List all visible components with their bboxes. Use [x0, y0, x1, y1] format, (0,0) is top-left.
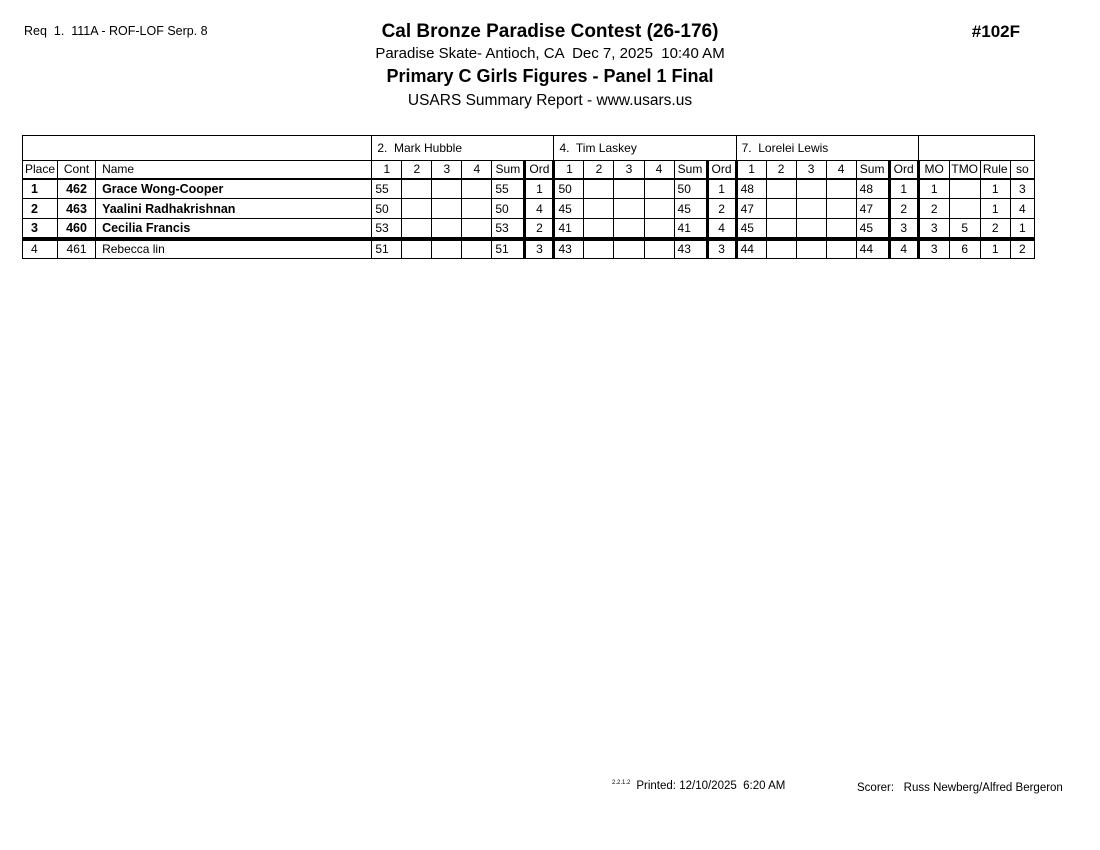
printed-label: Printed:	[636, 780, 676, 792]
j1-score1-cell: 50	[372, 199, 402, 219]
j1-score4-cell	[462, 179, 492, 199]
j1-sum-cell: 55	[492, 179, 525, 199]
header-rule-cell: Rule	[980, 161, 1010, 179]
j3-score2-cell	[766, 239, 796, 259]
so-cell: 2	[1010, 239, 1034, 259]
j2-score1-cell: 45	[554, 199, 584, 219]
j1-score1-cell: 55	[372, 179, 402, 199]
j3-ordinal-cell: 2	[889, 199, 918, 219]
place-cell: 2	[23, 199, 58, 219]
header-place-cell: Place	[23, 161, 58, 179]
so-cell: 3	[1010, 179, 1034, 199]
j2-ordinal-cell: 1	[707, 179, 736, 199]
rule-cell: 1	[980, 179, 1010, 199]
skater-name-cell: Cecilia Francis	[96, 219, 372, 239]
rule-cell: 2	[980, 219, 1010, 239]
mo-cell: 3	[918, 219, 949, 239]
mo-cell: 1	[918, 179, 949, 199]
j3-sum-cell: 48	[856, 179, 889, 199]
j2-ordinal-cell: 2	[707, 199, 736, 219]
j1-score4-cell	[462, 199, 492, 219]
j1-sum-cell: 50	[492, 199, 525, 219]
j2-score4-cell	[644, 179, 674, 199]
contestant-number-cell: 463	[58, 199, 96, 219]
contest-title: Cal Bronze Paradise Contest (26-176)	[381, 21, 719, 42]
skater-name-cell: Yaalini Radhakrishnan	[96, 199, 372, 219]
tmo-cell	[949, 179, 980, 199]
j2-score2-cell	[584, 179, 614, 199]
j1-sum-cell: 51	[492, 239, 525, 259]
j3-score3-cell	[796, 199, 826, 219]
blank-spacer	[918, 136, 1034, 161]
j1-ordinal-cell: 4	[525, 199, 554, 219]
contestant-number-cell: 462	[58, 179, 96, 199]
j3-score3-cell	[796, 179, 826, 199]
tmo-cell: 6	[949, 239, 980, 259]
printed-value: 12/10/2025 6:20 AM	[679, 780, 786, 792]
j2-sum-cell: 43	[674, 239, 707, 259]
mo-cell: 2	[918, 199, 949, 219]
j1-score3-cell	[432, 199, 462, 219]
j3-sum-cell: 45	[856, 219, 889, 239]
j3-score4-cell	[826, 239, 856, 259]
j2-sum-cell: 45	[674, 199, 707, 219]
mo-cell: 3	[918, 239, 949, 259]
table-row	[23, 239, 1035, 259]
skater-name-cell: Grace Wong-Cooper	[96, 179, 372, 199]
j2-score2-cell	[584, 219, 614, 239]
header-j3-sum-cell: Sum	[856, 161, 889, 179]
j1-ordinal-cell: 1	[525, 179, 554, 199]
j2-score1-cell: 43	[554, 239, 584, 259]
requirement-label: Req 1. 111A - ROF-LOF Serp. 8	[24, 24, 208, 38]
j2-score2-cell	[584, 239, 614, 259]
header-j2-ordinal-cell: Ord	[707, 161, 736, 179]
j2-score4-cell	[644, 239, 674, 259]
header-j1-score2-cell: 2	[402, 161, 432, 179]
j3-ordinal-cell: 1	[889, 179, 918, 199]
header-j3-score3-cell: 3	[796, 161, 826, 179]
j2-sum-cell: 41	[674, 219, 707, 239]
table-row	[23, 179, 1035, 199]
skater-name-cell: Rebecca lin	[96, 239, 372, 259]
rule-cell: 1	[980, 239, 1010, 259]
header-j2-score2-cell: 2	[584, 161, 614, 179]
tmo-cell: 5	[949, 219, 980, 239]
j3-score1-cell: 44	[736, 239, 766, 259]
j3-ordinal-cell: 3	[889, 219, 918, 239]
header-j1-sum-cell: Sum	[492, 161, 525, 179]
j1-score2-cell	[402, 199, 432, 219]
tmo-cell	[949, 199, 980, 219]
j3-score4-cell	[826, 219, 856, 239]
scorer-label: Scorer:	[857, 782, 895, 794]
so-cell: 4	[1010, 199, 1034, 219]
j3-score2-cell	[766, 219, 796, 239]
j2-score1-cell: 41	[554, 219, 584, 239]
j2-score1-cell: 50	[554, 179, 584, 199]
header-mo-cell: MO	[918, 161, 949, 179]
j2-sum-cell: 50	[674, 179, 707, 199]
header-j1-score4-cell: 4	[462, 161, 492, 179]
j3-score1-cell: 47	[736, 199, 766, 219]
printed-line	[612, 780, 785, 792]
event-number: #102F	[971, 22, 1020, 41]
j1-score2-cell	[402, 179, 432, 199]
j1-score1-cell: 51	[372, 239, 402, 259]
results-table	[22, 135, 1035, 259]
header-j2-sum-cell: Sum	[674, 161, 707, 179]
scorer-line	[857, 782, 1063, 794]
header-j1-ordinal-cell: Ord	[525, 161, 554, 179]
j3-sum-cell: 44	[856, 239, 889, 259]
j1-score4-cell	[462, 219, 492, 239]
header-j3-score2-cell: 2	[766, 161, 796, 179]
rule-cell: 1	[980, 199, 1010, 219]
contestant-number-cell: 460	[58, 219, 96, 239]
j3-score4-cell	[826, 199, 856, 219]
header-contestant-number-cell: Cont	[58, 161, 96, 179]
blank-spacer	[23, 136, 372, 161]
report-header	[0, 20, 1100, 113]
table-row	[23, 219, 1035, 239]
event-title: Primary C Girls Figures - Panel 1 Final	[386, 66, 714, 86]
so-cell: 1	[1010, 219, 1034, 239]
header-j1-score1-cell: 1	[372, 161, 402, 179]
j2-score4-cell	[644, 219, 674, 239]
j1-score3-cell	[432, 219, 462, 239]
table-row	[23, 199, 1035, 219]
judge-1-name: 2. Mark Hubble	[372, 136, 554, 161]
j3-score4-cell	[826, 179, 856, 199]
j2-ordinal-cell: 4	[707, 219, 736, 239]
place-cell: 3	[23, 219, 58, 239]
contestant-number-cell: 461	[58, 239, 96, 259]
j2-score3-cell	[614, 219, 644, 239]
place-cell: 1	[23, 179, 58, 199]
header-j3-ordinal-cell: Ord	[889, 161, 918, 179]
j3-score2-cell	[766, 179, 796, 199]
header-tmo-cell: TMO	[949, 161, 980, 179]
scorer-value: Russ Newberg/Alfred Bergeron	[903, 782, 1063, 794]
header-j3-score4-cell: 4	[826, 161, 856, 179]
j1-score1-cell: 53	[372, 219, 402, 239]
column-header-row	[23, 161, 1035, 179]
software-version: 2.2.1.2	[612, 780, 631, 787]
header-so-cell: so	[1010, 161, 1034, 179]
j1-ordinal-cell: 3	[525, 239, 554, 259]
report-title: USARS Summary Report - www.usars.us	[407, 92, 693, 109]
j2-score3-cell	[614, 239, 644, 259]
j3-score3-cell	[796, 219, 826, 239]
j2-score3-cell	[614, 179, 644, 199]
venue-date-line: Paradise Skate- Antioch, CA Dec 7, 2025 10:40 AM	[375, 45, 725, 62]
header-j1-score3-cell: 3	[432, 161, 462, 179]
j3-score2-cell	[766, 199, 796, 219]
header-j2-score1-cell: 1	[554, 161, 584, 179]
judge-2-name: 4. Tim Laskey	[554, 136, 736, 161]
j3-sum-cell: 47	[856, 199, 889, 219]
j1-score3-cell	[432, 239, 462, 259]
j3-score1-cell: 45	[736, 219, 766, 239]
judge-3-name: 7. Lorelei Lewis	[736, 136, 918, 161]
j3-ordinal-cell: 4	[889, 239, 918, 259]
j3-score3-cell	[796, 239, 826, 259]
j1-score2-cell	[402, 219, 432, 239]
j2-score3-cell	[614, 199, 644, 219]
place-cell: 4	[23, 239, 58, 259]
j2-score2-cell	[584, 199, 614, 219]
j3-score1-cell: 48	[736, 179, 766, 199]
j2-ordinal-cell: 3	[707, 239, 736, 259]
j1-score2-cell	[402, 239, 432, 259]
j1-score3-cell	[432, 179, 462, 199]
j1-score4-cell	[462, 239, 492, 259]
header-j3-score1-cell: 1	[736, 161, 766, 179]
judge-header-row	[23, 136, 1035, 161]
j1-ordinal-cell: 2	[525, 219, 554, 239]
header-j2-score4-cell: 4	[644, 161, 674, 179]
j1-sum-cell: 53	[492, 219, 525, 239]
header-skater-name-cell: Name	[96, 161, 372, 179]
header-j2-score3-cell: 3	[614, 161, 644, 179]
j2-score4-cell	[644, 199, 674, 219]
